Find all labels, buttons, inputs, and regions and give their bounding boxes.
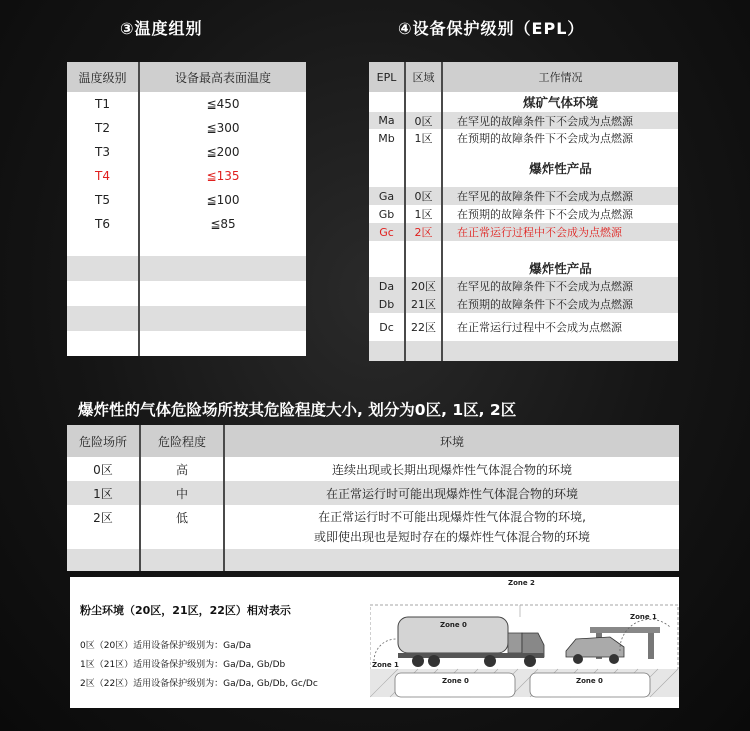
dust-section-title: 粉尘环境（20区，21区，22区）相对表示 [80,604,291,617]
condition-cell: 在正常运行过程中不会成为点燃源 [457,226,622,239]
temp-value-cell: ≦85 [210,217,236,231]
table-row [67,92,306,116]
temp-class-cell: T4 [67,164,139,188]
table-row [369,313,678,341]
zone-diagram [370,577,679,708]
condition-cell: 在罕见的故障条件下不会成为点燃源 [457,280,633,293]
zone-label: Zone 0 [442,677,469,685]
table-row-empty [67,281,306,306]
temp-value-cell: ≦450 [206,97,240,111]
header-max-surface-temp: 设备最高表面温度 [174,70,271,85]
environment-line: 在正常运行时不可能出现爆炸性气体混合物的环境, [318,510,586,524]
condition-cell: 在罕见的故障条件下不会成为点燃源 [457,190,633,203]
hazard-table [67,425,679,571]
table-row [67,505,679,549]
table-row [67,140,306,164]
header-epl: EPL [369,62,405,92]
zone-cell: 1区 [405,129,442,147]
table-row-highlighted [67,164,306,188]
dust-zone-line: 2区（22区）适用设备保护级别为：Ga/Da, Gb/Db, Gc/Dc [80,679,318,689]
table-row [369,129,678,147]
hazard-section-title: 爆炸性的气体危险场所按其危险程度大小, 划分为0区, 1区, 2区 [78,401,517,419]
temp-class-cell: T3 [67,140,139,164]
group-header-row [369,92,678,112]
group-title: 爆炸性产品 [529,161,592,176]
group-header-row [369,159,678,177]
table-row [67,212,306,236]
table-row [67,457,679,481]
dust-environment-panel [70,577,679,708]
zone-cell: 21区 [405,295,442,313]
level-cell: 中 [140,481,224,505]
level-cell: 高 [140,457,224,481]
table-row [369,295,678,313]
epl-cell: Mb [369,129,405,147]
temp-value-cell: ≦135 [206,169,240,183]
header-temp-class: 温度级别 [67,62,139,92]
header-hazard-level: 危险程度 [140,425,224,457]
epl-cell: Ga [369,187,405,205]
zone-cell: 1区 [67,481,140,505]
zone-label: Zone 2 [508,579,535,587]
header-environment: 环境 [439,434,464,449]
zone-cell: 0区 [405,112,442,129]
condition-cell: 在预期的故障条件下不会成为点燃源 [457,208,633,221]
condition-cell: 在预期的故障条件下不会成为点燃源 [457,132,633,145]
temp-value-cell: ≦200 [206,145,240,159]
environment-cell: 在正常运行时可能出现爆炸性气体混合物的环境 [325,486,578,501]
condition-cell: 在罕见的故障条件下不会成为点燃源 [457,114,633,128]
temp-value-cell: ≦300 [206,121,240,135]
table-row-empty [67,306,306,331]
zone-label: Zone 1 [372,661,399,669]
temp-class-cell: T2 [67,116,139,140]
zone-cell: 20区 [405,277,442,295]
table-row-highlighted [369,223,678,241]
zone-cell: 2区 [67,505,140,549]
table-row [369,112,678,129]
table-row [67,116,306,140]
zone-cell: 22区 [405,313,442,341]
epl-cell: Da [369,277,405,295]
environment-cell [224,505,679,549]
zone-cell: 1区 [405,205,442,223]
zone-label: Zone 1 [630,613,657,621]
table-row-empty [67,256,306,281]
epl-section-title: ④设备保护级别（EPL） [398,19,585,38]
table-row [369,187,678,205]
dust-zone-line: 0区（20区）适用设备保护级别为：Ga/Da [80,641,252,651]
table-row-empty [67,331,306,356]
zone-label: Zone 0 [440,621,467,629]
epl-cell: Db [369,295,405,313]
epl-cell: Gc [369,223,405,241]
header-hazard-location: 危险场所 [67,425,140,457]
condition-cell: 在正常运行过程中不会成为点燃源 [457,321,622,334]
table-row [67,188,306,212]
header-zone: 区域 [405,62,442,92]
zone-cell: 2区 [405,223,442,241]
temp-class-cell: T6 [67,212,139,236]
header-working-condition: 工作情况 [538,71,583,84]
zone-cell: 0区 [405,187,442,205]
environment-line: 或即使出现也是短时存在的爆炸性气体混合物的环境 [313,530,590,544]
zone-cell: 0区 [67,457,140,481]
level-cell: 低 [140,505,224,549]
temp-value-cell: ≦100 [206,193,240,207]
epl-cell: Ma [369,112,405,129]
group-title: 煤矿气体环境 [522,95,598,110]
temp-section-title: ③温度组别 [120,19,203,38]
table-row [369,277,678,295]
temp-class-cell: T1 [67,92,139,116]
table-row [67,481,679,505]
group-title: 爆炸性产品 [529,261,592,276]
epl-table [369,62,678,361]
temp-class-cell: T5 [67,188,139,212]
dust-zone-line: 1区（21区）适用设备保护级别为：Ga/Da, Gb/Db [80,660,286,670]
table-row [369,205,678,223]
group-header-row [369,259,678,277]
epl-cell: Gb [369,205,405,223]
environment-cell: 连续出现或长期出现爆炸性气体混合物的环境 [331,462,572,477]
zone-label: Zone 0 [576,677,603,685]
epl-cell: Dc [369,313,405,341]
table-row-empty [67,236,306,256]
temperature-table [67,62,306,356]
condition-cell: 在预期的故障条件下不会成为点燃源 [457,298,633,311]
